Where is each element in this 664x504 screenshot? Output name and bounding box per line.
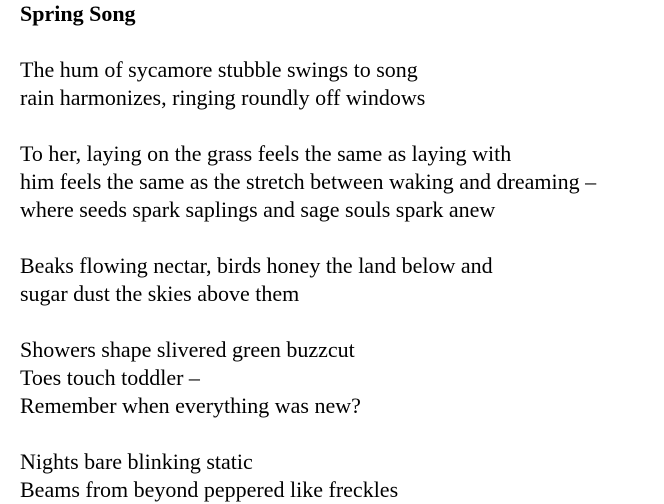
poem-line: sugar dust the skies above them bbox=[20, 281, 300, 306]
poem-line: Beams from beyond peppered like freckles bbox=[20, 477, 399, 502]
stanza-1 bbox=[20, 56, 660, 112]
stanza-5 bbox=[20, 448, 660, 504]
poem-title: Spring Song bbox=[20, 1, 136, 26]
poem-line: him feels the same as the stretch between waking and dreaming – bbox=[20, 169, 597, 194]
poem-line: Beaks flowing nectar, birds honey the land below and bbox=[20, 253, 493, 278]
poem-line: Remember when everything was new? bbox=[20, 393, 361, 418]
stanza-4 bbox=[20, 336, 660, 420]
poem-line: Toes touch toddler – bbox=[20, 365, 200, 390]
poem-line: where seeds spark saplings and sage souls spark anew bbox=[20, 197, 496, 222]
poem-line: Nights bare blinking static bbox=[20, 449, 253, 474]
stanza-3 bbox=[20, 252, 660, 308]
poem-document bbox=[20, 0, 660, 504]
stanza-2 bbox=[20, 140, 660, 224]
poem-line: The hum of sycamore stubble swings to song bbox=[20, 57, 418, 82]
poem-line: To her, laying on the grass feels the same as laying with bbox=[20, 141, 512, 166]
poem-line: rain harmonizes, ringing roundly off windows bbox=[20, 85, 426, 110]
poem-line: Showers shape slivered green buzzcut bbox=[20, 337, 355, 362]
